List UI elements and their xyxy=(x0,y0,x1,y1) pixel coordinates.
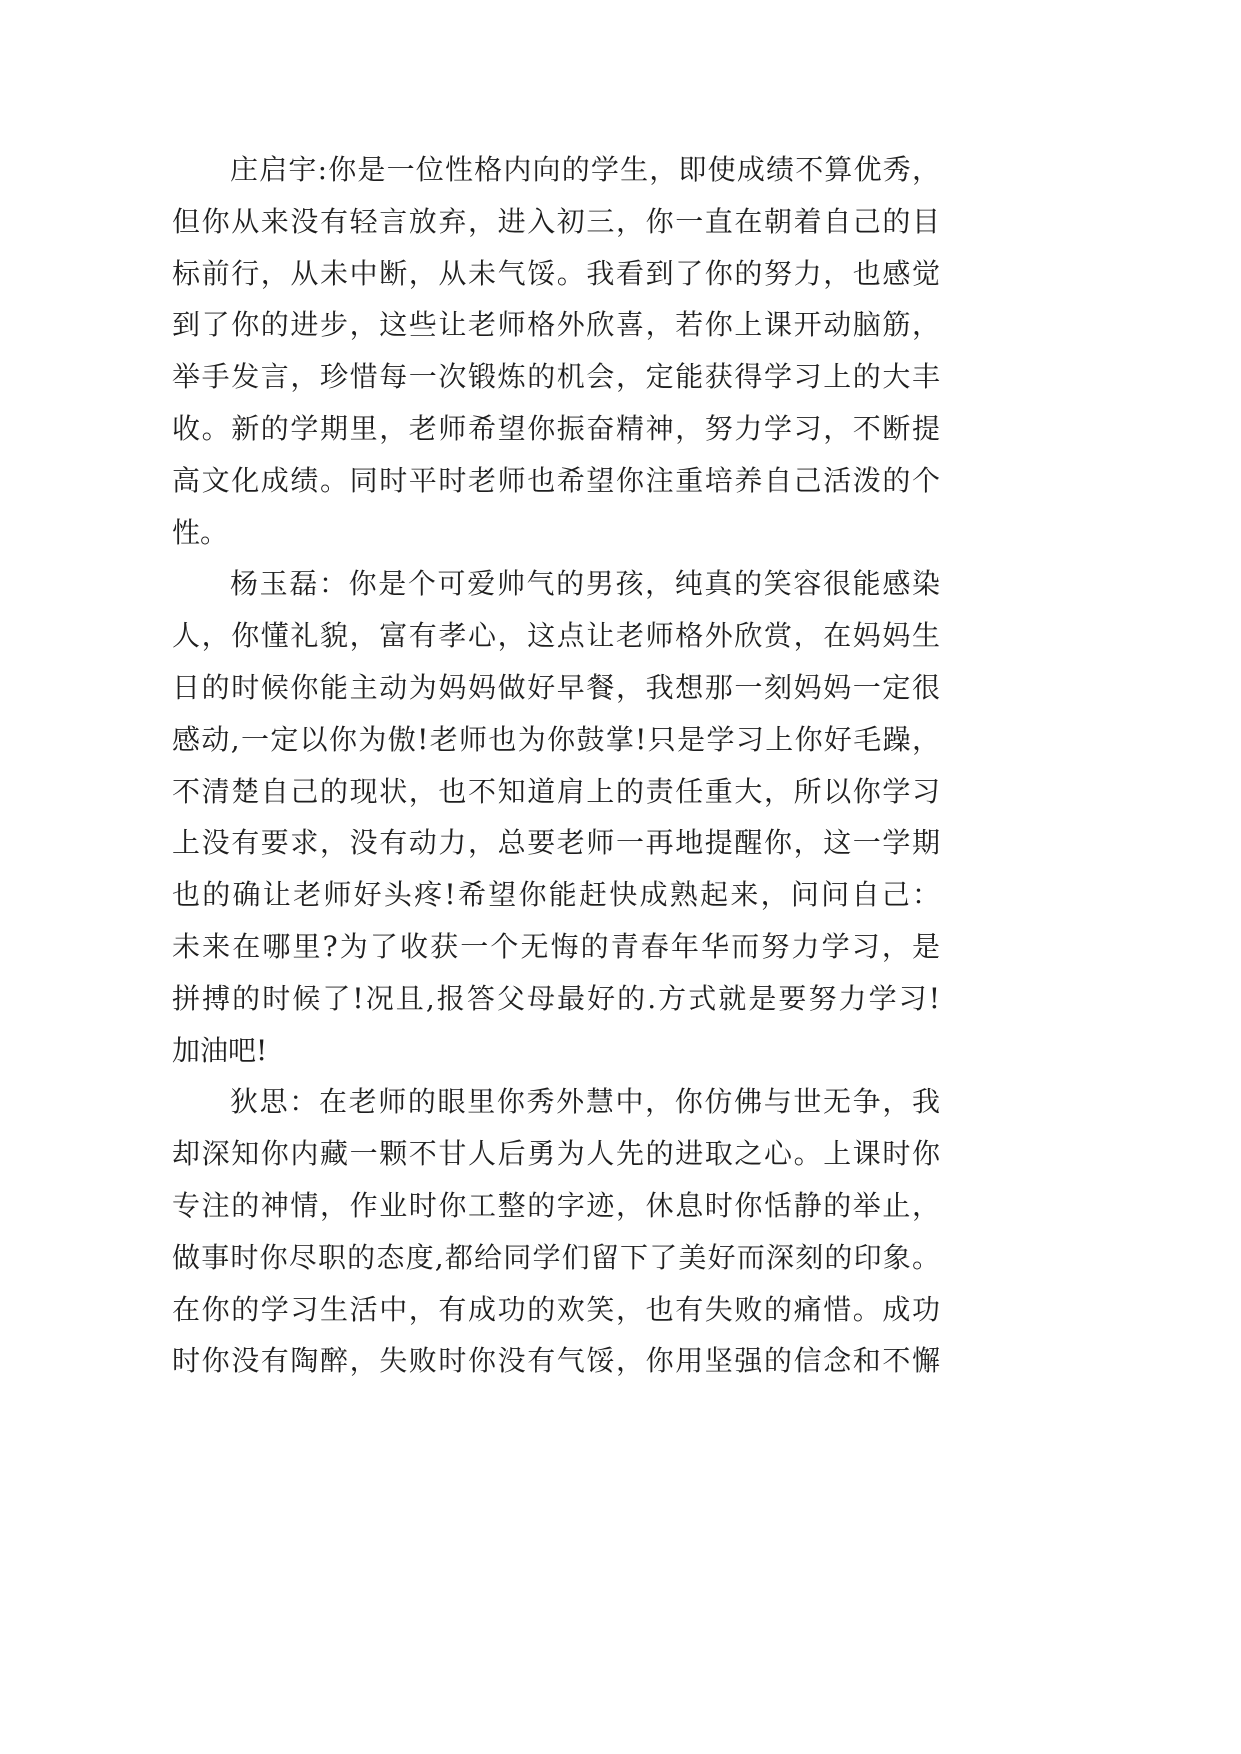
text-line: 拼搏的时候了!况且,报答父母最好的.方式就是要努力学习! xyxy=(172,981,940,1015)
text-line: 标前行，从未中断，从未气馁。我看到了你的努力，也感觉 xyxy=(172,256,940,290)
comment-paragraph-zhuang-qiyu xyxy=(172,144,940,558)
text-line: 收。新的学期里，老师希望你振奋精神，努力学习，不断提 xyxy=(172,411,940,445)
text-line: 日的时候你能主动为妈妈做好早餐，我想那一刻妈妈一定很 xyxy=(172,670,940,704)
text-line: 但你从来没有轻言放弃，进入初三，你一直在朝着自己的目 xyxy=(172,204,940,238)
text-line: 专注的神情，作业时你工整的字迹，休息时你恬静的举止， xyxy=(172,1188,940,1222)
text-line: 却深知你内藏一颗不甘人后勇为人先的进取之心。上课时你 xyxy=(172,1137,940,1171)
text-line: 庄启宇:你是一位性格内向的学生，即使成绩不算优秀， xyxy=(230,153,940,186)
text-line: 在你的学习生活中，有成功的欢笑，也有失败的痛惜。成功 xyxy=(172,1292,940,1326)
text-line: 上没有要求，没有动力，总要老师一再地提醒你，这一学期 xyxy=(172,826,940,860)
text-line: 时你没有陶醉，失败时你没有气馁，你用坚强的信念和不懈 xyxy=(172,1344,940,1378)
text-line: 做事时你尽职的态度,都给同学们留下了美好而深刻的印象。 xyxy=(172,1240,940,1274)
text-line: 性。 xyxy=(172,515,229,549)
text-line: 未来在哪里?为了收获一个无悔的青春年华而努力学习，是 xyxy=(172,929,940,963)
text-line: 杨玉磊：你是个可爱帅气的男孩，纯真的笑容很能感染 xyxy=(230,567,940,601)
text-line: 到了你的进步，这些让老师格外欣喜，若你上课开动脑筋， xyxy=(172,308,940,342)
text-line: 人，你懂礼貌，富有孝心，这点让老师格外欣赏，在妈妈生 xyxy=(172,619,940,653)
comment-paragraph-yang-yulei xyxy=(172,558,940,1076)
document-body xyxy=(172,144,940,1387)
comment-paragraph-di-si xyxy=(172,1076,940,1387)
text-line: 狄思：在老师的眼里你秀外慧中，你仿佛与世无争，我 xyxy=(230,1085,940,1119)
text-line: 感动,一定以你为傲!老师也为你鼓掌!只是学习上你好毛躁， xyxy=(172,722,940,756)
text-line: 高文化成绩。同时平时老师也希望你注重培养自己活泼的个 xyxy=(172,463,940,497)
text-line: 加油吧! xyxy=(172,1033,268,1067)
text-line: 不清楚自己的现状，也不知道肩上的责任重大，所以你学习 xyxy=(172,774,940,808)
text-line: 举手发言，珍惜每一次锻炼的机会，定能获得学习上的大丰 xyxy=(172,360,940,394)
text-line: 也的确让老师好头疼!希望你能赶快成熟起来，问问自己： xyxy=(172,878,940,912)
